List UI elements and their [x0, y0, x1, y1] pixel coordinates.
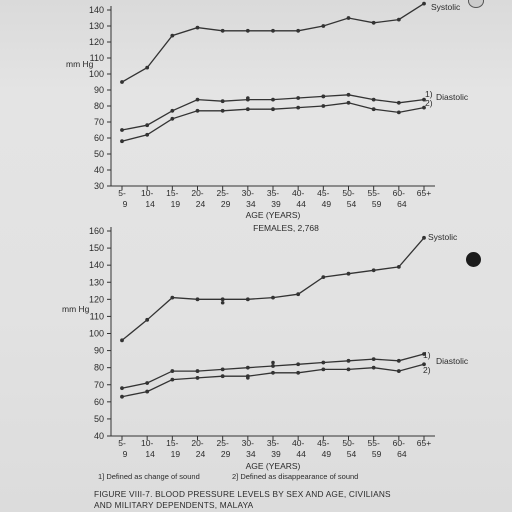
- y-tick-label: 150: [88, 243, 104, 254]
- x-tick-label: 10-: [141, 438, 154, 448]
- series-label-diastolic: Diastolic: [436, 356, 469, 366]
- x-tick-label: 40-: [292, 188, 305, 198]
- x-tick-label: 40-: [292, 438, 305, 448]
- data-point: [321, 361, 325, 365]
- y-tick-label: 100: [88, 69, 104, 79]
- footnote-change-of-sound: 1] Defined as change of sound: [98, 472, 200, 481]
- x-tick-label: 20-: [191, 438, 204, 448]
- x-tick-label: 54: [346, 449, 357, 459]
- x-tick-label: 29: [220, 449, 231, 459]
- series-label-systolic: Systolic: [431, 2, 461, 12]
- data-point: [170, 296, 174, 300]
- data-point: [170, 378, 174, 382]
- y-tick-label: 70: [93, 117, 104, 127]
- extra-data-point: [221, 301, 225, 305]
- data-point: [221, 367, 225, 371]
- x-tick-label: 44: [296, 449, 306, 459]
- series-line-2: [122, 364, 424, 396]
- x-tick-label: 44: [296, 199, 306, 209]
- data-point: [347, 272, 351, 276]
- x-tick-label: 5-: [118, 438, 126, 448]
- x-tick-label: 65+: [416, 188, 432, 198]
- x-tick-label: 54: [346, 199, 357, 209]
- data-point: [321, 275, 325, 279]
- data-point: [145, 390, 149, 394]
- x-tick-label: 15-: [166, 188, 179, 198]
- x-tick-label: 39: [271, 199, 281, 209]
- data-point: [196, 376, 200, 380]
- data-point: [271, 371, 275, 375]
- x-tick-label: 34: [246, 199, 256, 209]
- y-axis-title: mm Hg: [62, 304, 90, 314]
- x-tick-label: 60-: [392, 188, 405, 198]
- data-point: [397, 359, 401, 363]
- x-tick-label: 29: [220, 199, 231, 209]
- x-tick-label: 24: [195, 199, 206, 209]
- y-tick-label: 140: [88, 260, 104, 271]
- data-point: [196, 297, 200, 301]
- data-point: [321, 367, 325, 371]
- series-label-marker-1: 1): [425, 89, 433, 99]
- x-tick-label: 45-: [317, 438, 330, 448]
- series-label-marker-2: 2): [425, 98, 433, 108]
- y-tick-label: 80: [93, 362, 104, 373]
- y-tick-label: 140: [88, 5, 104, 15]
- data-point: [221, 374, 225, 378]
- data-point: [372, 357, 376, 361]
- y-tick-label: 130: [88, 21, 104, 31]
- x-tick-label: 25-: [216, 438, 229, 448]
- data-point: [120, 338, 124, 342]
- series-label-diastolic: Diastolic: [436, 92, 469, 102]
- data-point: [397, 369, 401, 373]
- extra-data-point: [246, 376, 250, 380]
- x-tick-label: 64: [397, 199, 407, 209]
- x-tick-label: 19: [170, 449, 181, 459]
- y-tick-label: 90: [93, 345, 104, 356]
- y-tick-label: 110: [89, 311, 104, 322]
- x-tick-label: 49: [321, 199, 332, 209]
- x-tick-label: 34: [246, 449, 256, 459]
- data-point: [120, 395, 124, 399]
- y-tick-label: 70: [93, 379, 104, 390]
- data-point: [271, 364, 275, 368]
- series-label-marker-2: 2): [423, 365, 431, 375]
- x-tick-label: 50-: [342, 438, 355, 448]
- data-point: [221, 297, 225, 301]
- y-tick-label: 30: [93, 181, 104, 191]
- extra-data-point: [271, 361, 275, 365]
- data-point: [296, 292, 300, 296]
- y-tick-label: 60: [93, 396, 104, 407]
- data-point: [296, 362, 300, 366]
- x-tick-label: 64: [397, 449, 407, 459]
- series-line-0: [122, 238, 424, 340]
- x-tick-label: 59: [371, 199, 382, 209]
- x-tick-label: 20-: [191, 188, 204, 198]
- data-point: [422, 236, 426, 240]
- y-tick-label: 100: [88, 328, 104, 339]
- x-axis-title: AGE (YEARS): [245, 210, 301, 220]
- x-tick-label: 14: [145, 199, 155, 209]
- data-point: [196, 369, 200, 373]
- x-tick-label: 9: [122, 449, 128, 459]
- x-tick-label: 45-: [317, 188, 330, 198]
- x-tick-label: 19: [170, 199, 181, 209]
- x-axis-title: AGE (YEARS): [245, 461, 301, 471]
- data-point: [347, 359, 351, 363]
- y-tick-label: 80: [93, 101, 104, 111]
- y-tick-label: 50: [93, 413, 104, 424]
- data-point: [296, 371, 300, 375]
- data-point: [120, 386, 124, 390]
- y-tick-label: 90: [93, 85, 104, 95]
- x-tick-label: 60-: [392, 438, 405, 448]
- data-point: [170, 369, 174, 373]
- y-tick-label: 130: [88, 277, 104, 288]
- x-tick-label: 30-: [241, 188, 254, 198]
- data-point: [397, 265, 401, 269]
- data-point: [145, 381, 149, 385]
- x-tick-label: 49: [321, 449, 332, 459]
- figure-caption: [94, 489, 391, 511]
- y-tick-label: 50: [93, 149, 104, 159]
- y-tick-label: 110: [89, 53, 104, 63]
- x-tick-label: 35-: [266, 188, 280, 198]
- x-tick-label: 55-: [367, 438, 380, 448]
- x-tick-label: 15-: [166, 438, 179, 448]
- x-tick-label: 39: [271, 449, 281, 459]
- x-tick-label: 65+: [416, 438, 432, 448]
- series-label-systolic: Systolic: [428, 232, 458, 242]
- x-tick-label: 14: [145, 449, 155, 459]
- series-label-marker-1: 1): [423, 350, 431, 360]
- data-point: [145, 318, 149, 322]
- data-point: [246, 366, 250, 370]
- y-tick-label: 60: [93, 133, 104, 143]
- caption-line-2: AND MILITARY DEPENDENTS, MALAYA: [94, 500, 254, 510]
- x-tick-label: 30-: [241, 438, 254, 448]
- y-tick-label: 40: [93, 431, 104, 441]
- data-point: [271, 296, 275, 300]
- data-point: [347, 367, 351, 371]
- x-tick-label: 5-: [118, 188, 126, 198]
- y-tick-label: 120: [88, 37, 104, 47]
- x-tick-label: 35-: [266, 438, 280, 448]
- x-tick-label: 24: [195, 449, 206, 459]
- footnote-disappearance-of-sound: 2] Defined as disappearance of sound: [232, 472, 359, 481]
- y-tick-label: 40: [93, 165, 104, 175]
- x-tick-label: 9: [122, 199, 128, 209]
- x-tick-label: 10-: [141, 188, 154, 198]
- data-point: [246, 297, 250, 301]
- caption-line-1: FIGURE VIII-7. BLOOD PRESSURE LEVELS BY SEX AND AGE, CIVILIANS: [94, 489, 391, 499]
- data-point: [372, 366, 376, 370]
- chart-title: FEMALES, 2,768: [253, 223, 319, 233]
- x-tick-label: 59: [371, 449, 382, 459]
- y-tick-label: 160: [88, 226, 104, 236]
- y-tick-label: 120: [88, 294, 104, 305]
- data-point: [372, 268, 376, 272]
- x-tick-label: 50-: [342, 188, 355, 198]
- y-axis-title: mm Hg: [66, 59, 94, 69]
- x-tick-label: 25-: [216, 188, 229, 198]
- x-tick-label: 55-: [367, 188, 380, 198]
